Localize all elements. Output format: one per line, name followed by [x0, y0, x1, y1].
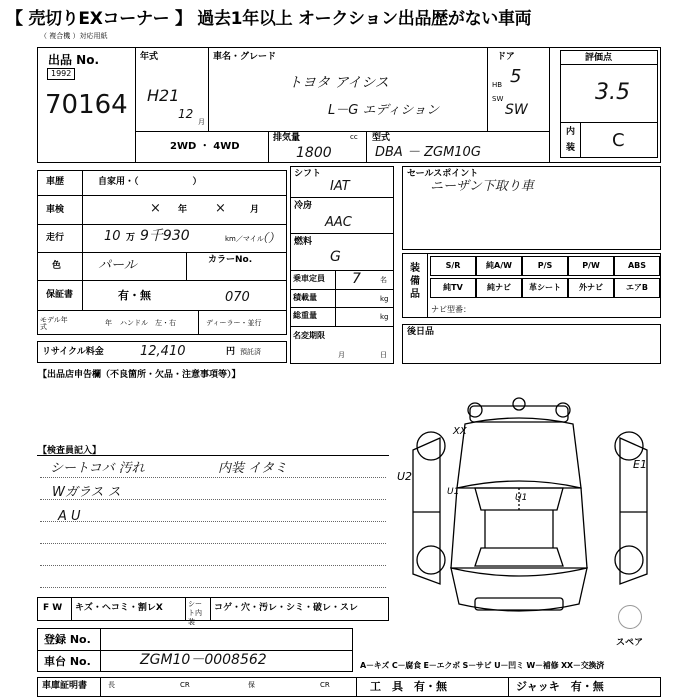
front-bumper-shape	[470, 406, 568, 422]
diagram-mark-left: U2	[397, 470, 413, 483]
model-year-dealer: ディーラー・並行	[206, 319, 262, 327]
ac-label: 冷房	[294, 201, 313, 211]
defects-fw: F W	[43, 603, 63, 613]
defects-items: キズ・ヘコミ・割レX	[75, 603, 163, 613]
lot-label: 出品 No.	[48, 53, 100, 67]
recycle-unit: 円	[226, 347, 236, 357]
sales-point-value: ニーザン下取り車	[430, 179, 534, 194]
fuel-label: 燃料	[294, 237, 313, 247]
diagram-mark-top: XX	[453, 426, 467, 437]
model-year-lr: 左・右	[155, 319, 176, 327]
equipment-cell-1: S/R	[430, 256, 476, 276]
history-value: 自家用・（ ）	[98, 177, 202, 187]
lot-number: 70164	[45, 90, 128, 120]
equipment-cell-5: ABS	[614, 256, 660, 276]
sub-note: （ 複合機 ）対応用紙	[40, 32, 108, 40]
ac-value: AAC	[325, 215, 352, 230]
sales-point-label: セールスポイント	[407, 169, 479, 179]
interior-label-bottom: 装	[566, 143, 576, 153]
capacity-label: 乗車定員	[293, 274, 325, 283]
color-no-label: カラーNo.	[208, 255, 253, 265]
model-year-handle: ハンドル	[120, 319, 148, 327]
garage-cert-label: 車庫証明書	[42, 681, 88, 691]
year-label: 年式	[140, 52, 159, 62]
inspection-label: 車検	[46, 205, 65, 215]
equipment-cell-2: 純A/W	[476, 256, 522, 276]
displacement-label: 排気量	[273, 133, 301, 143]
garage-cert-c3: 保	[248, 681, 255, 689]
garage-cert-c2: CR	[180, 681, 190, 689]
year-unit: 月	[198, 118, 205, 126]
displacement-value: 1800	[296, 145, 332, 161]
mileage-man: 10	[104, 229, 121, 244]
equipment-navi-note: ナビ型番：	[431, 305, 471, 314]
recycle-label: リサイクル料金	[42, 347, 104, 357]
doors-value: 5	[510, 66, 522, 87]
color-label: 色	[52, 261, 62, 271]
recycle-note: 預託済	[240, 348, 261, 356]
tools-label: 工 具 有・無	[370, 680, 447, 693]
garage-cert-c1: 長	[108, 681, 115, 689]
warranty-label: 保証書	[46, 290, 74, 300]
diagram-mark-hood: U1	[447, 487, 460, 497]
registration-label: 登録 No.	[44, 633, 91, 646]
inspector-line-1: シートコバ 汚れ	[50, 461, 145, 476]
doors-type: SW	[505, 102, 528, 118]
spare-label: スペア	[616, 638, 644, 648]
model-year-year: 年	[105, 319, 112, 327]
equipment-label: 装備品	[410, 263, 420, 300]
score-label: 評価点	[585, 53, 613, 63]
defects-seat-items: コゲ・穴・汚レ・シミ・破レ・スレ	[214, 603, 359, 613]
score-value: 3.5	[595, 80, 630, 105]
seller-notice-label: 【出品店申告欄（不良箇所・欠品・注意事項等）】	[38, 370, 241, 380]
defects-seat-label: シート内装	[188, 600, 202, 626]
shift-label: シフト	[294, 169, 322, 179]
recycle-value: 12,410	[140, 344, 186, 359]
legend-text: A－キズ C－腐食 E－エクボ S－サビ U－凹ミ W－補修 XX－交換済	[360, 661, 605, 670]
doors-label: ドア	[497, 52, 515, 62]
fuel-value: G	[330, 249, 341, 265]
post-date-box	[402, 324, 661, 364]
mileage-suffix: （）	[256, 231, 281, 245]
load-unit: kg	[380, 295, 389, 303]
load-label: 積載量	[293, 293, 317, 302]
year-era: H21	[147, 86, 180, 105]
mileage-label: 走行	[46, 233, 65, 243]
mileage-man-unit: 万	[126, 233, 136, 243]
post-date-label: 後日品	[407, 327, 435, 337]
inspector-line-2: Wガラス ス	[52, 485, 121, 500]
rear-shape	[451, 568, 587, 611]
chassis-value: ZGM10－0008562	[140, 652, 267, 668]
model-year-label: モデル年式	[40, 316, 68, 331]
inspector-label: 【検査員記入】	[38, 446, 102, 456]
model-label: 車名・グレード	[213, 52, 277, 62]
inspection-year-val: ×	[150, 201, 161, 216]
gross-label: 総重量	[293, 311, 317, 320]
chassis-type-value: DBA － ZGM10G	[375, 145, 481, 160]
equipment-cell-9: 外ナビ	[568, 278, 614, 298]
gross-unit: kg	[380, 313, 389, 321]
color-no-value: 070	[225, 290, 250, 305]
equipment-cell-6: 純TV	[430, 278, 476, 298]
interior-value: C	[612, 130, 625, 151]
chassis-type-label: 型式	[372, 133, 391, 143]
capacity-value: 7	[352, 271, 361, 287]
inspection-month-val: ×	[215, 201, 226, 216]
equipment-cell-8: 革シート	[522, 278, 568, 298]
history-label: 車歴	[46, 177, 65, 187]
warranty-value: 有・無	[118, 289, 151, 302]
model-grade: L－G エディション	[328, 103, 440, 118]
diagram-mark-right: E1	[633, 458, 647, 471]
inspection-month-unit: 月	[250, 205, 260, 215]
lot-year-tag: 1992	[47, 68, 75, 80]
inspector-line-1b: 内装 イタミ	[218, 461, 288, 476]
mileage-unit: km／マイル	[225, 235, 264, 243]
car-damage-diagram	[395, 388, 665, 638]
equipment-cell-10: エアB	[614, 278, 660, 298]
inspector-line-3: A U	[58, 509, 81, 524]
equipment-cell-7: 純ナビ	[476, 278, 522, 298]
hood-shape	[457, 418, 581, 488]
mileage-digits: 9千930	[140, 228, 190, 244]
name-change-month: 月	[338, 351, 345, 359]
jack-label: ジャッキ 有・無	[516, 680, 604, 693]
capacity-unit: 名	[380, 276, 387, 284]
banner-title: 【 売切りEXコーナー 】 過去1年以上 オークション出品歴がない車両	[6, 8, 532, 29]
drive-text: 2WD ・ 4WD	[170, 141, 240, 152]
color-value: パール	[98, 258, 137, 273]
year-month: 12	[178, 107, 194, 121]
rear-bumper-shape	[475, 598, 563, 610]
diagram-mark-center: U1	[515, 493, 528, 503]
name-change-label: 名変期限	[293, 331, 325, 340]
spare-tire-icon	[618, 605, 642, 629]
chassis-label: 車台 No.	[44, 655, 91, 668]
equipment-cell-3: P/S	[522, 256, 568, 276]
interior-label-top: 内	[566, 127, 576, 137]
displacement-unit: cc	[350, 133, 358, 141]
banner	[0, 0, 700, 32]
equipment-cell-4: P/W	[568, 256, 614, 276]
shift-value: IAT	[330, 179, 350, 194]
name-change-day: 日	[380, 351, 387, 359]
garage-cert-c4: CR	[320, 681, 330, 689]
model-name: トヨタ アイシス	[288, 75, 389, 91]
inspection-year-unit: 年	[178, 205, 188, 215]
